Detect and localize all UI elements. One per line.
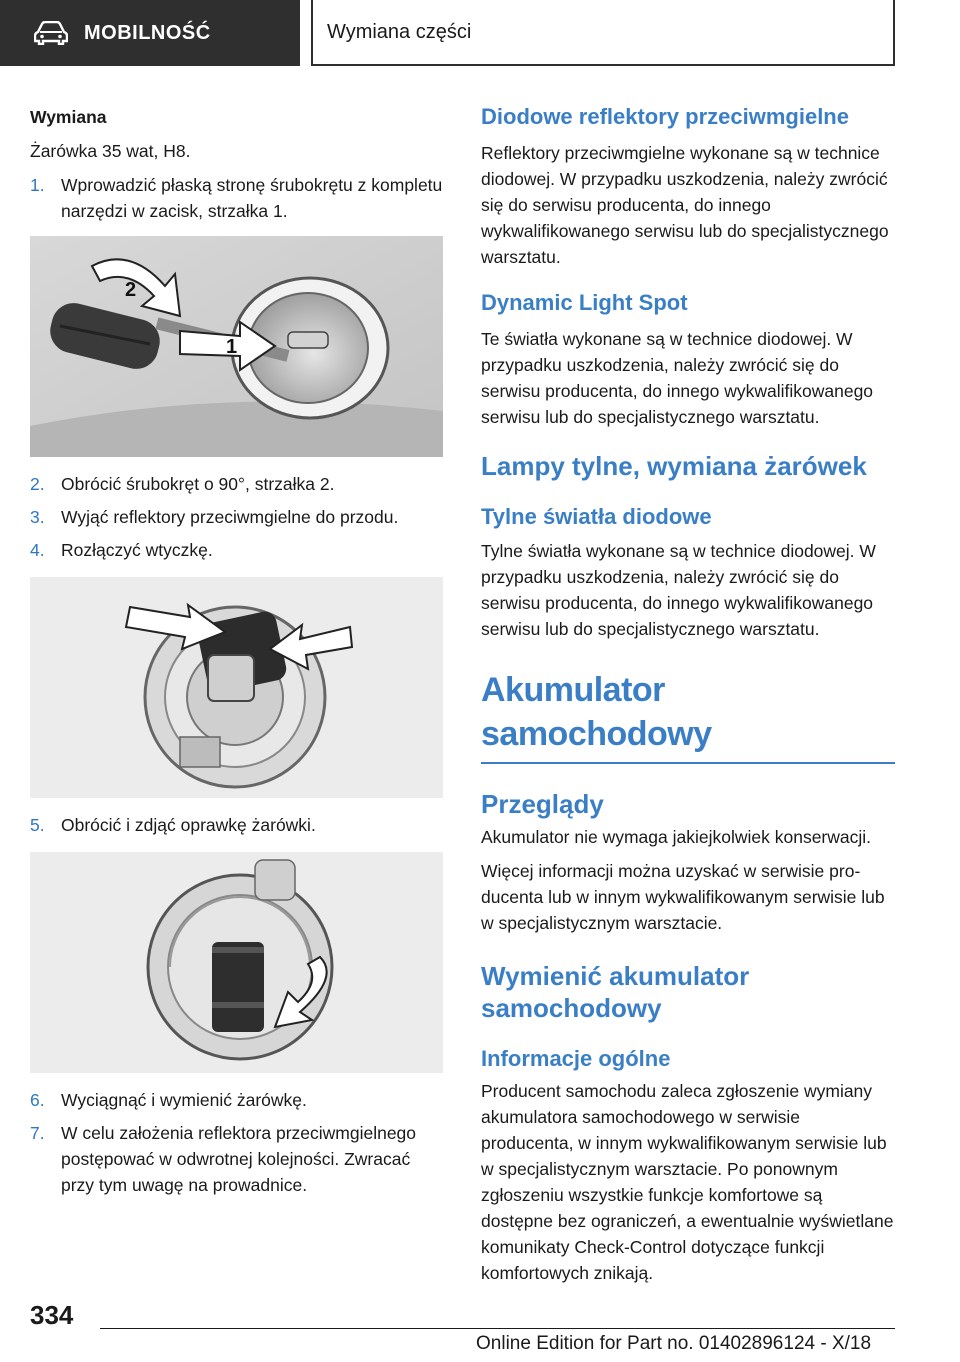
step-text: Obrócić i zdjąć oprawkę żarówki. <box>61 815 316 835</box>
header-section-tab <box>0 0 300 66</box>
step-number: 4. <box>30 540 45 560</box>
heading-general-information: Informacje ogólne <box>481 1046 671 1071</box>
step-7 <box>30 1120 443 1198</box>
step-number: 5. <box>30 815 45 835</box>
step-4 <box>30 537 443 563</box>
paragraph-led-fog-lights: Reflektory przeciwmgielne wykonane są w technice diodowej. W przypadku uszkodzenia, należy zwrócić się do serwisu producenta, do innego wykwalifikowanego serwisu lub do specjalistycznego warsztatu. <box>481 143 889 267</box>
page-title: Wymiana części <box>327 20 472 43</box>
left-column <box>30 104 443 1198</box>
step-3 <box>30 504 443 530</box>
step-text: Rozłączyć wtyczkę. <box>61 540 213 560</box>
paragraph-general-information: Producent samochodu zaleca zgłoszenie wymiany akumulatora samochodowego w serwisie producenta, w innym wykwalifikowanym serwisie lub w specjalistycznym warsztacie. Po ponownym zgłoszeniu wszystkie funkcje komfortowe są dostępne bez ograniczeń, a ewentualnie wyświetlane komunikaty Check-Control dotyczące funkcji komfortowych znikają. <box>481 1081 894 1283</box>
step-number: 1. <box>30 175 45 195</box>
footer-divider <box>100 1328 895 1329</box>
bulb-spec: Żarówka 35 wat, H8. <box>30 141 191 161</box>
step-6 <box>30 1087 443 1113</box>
paragraph-dynamic-light-spot: Te światła wykonane są w technice diodowej. W przypadku uszkodzenia, należy zwrócić się do serwisu producenta, do innego wykwalifikowanego serwisu lub do specjalistycznego warsztatu. <box>481 329 874 427</box>
step-number: 2. <box>30 474 45 494</box>
step-text: Wyjąć reflektory przeciwmgielne do przodu. <box>61 507 399 527</box>
page-number: 334 <box>30 1300 74 1330</box>
figure-bulb-holder <box>30 852 443 1073</box>
step-number: 6. <box>30 1090 45 1110</box>
arrow-label-1: 1 <box>226 336 238 358</box>
paragraph-inspections-1: Akumulator nie wymaga jakiejkolwiek konserwacji. <box>481 827 872 847</box>
step-text: Wprowadzić płaską stronę śrubokrętu z kompletu narzędzi w zacisk, strzałka 1. <box>61 175 443 221</box>
figure-connector <box>30 577 443 798</box>
replacement-heading: Wymiana <box>30 107 107 127</box>
heading-led-fog-lights: Diodowe reflektory przeciwmgielne <box>481 104 849 129</box>
step-text: Obrócić śrubokręt o 90°, strzałka 2. <box>61 474 335 494</box>
connector-illustration <box>30 577 443 798</box>
section-label: MOBILNOŚĆ <box>84 21 211 44</box>
arrow-label-2: 2 <box>125 279 137 301</box>
step-text: W celu założenia reflektora przeciwmgielnego postępować w odwrotnej kolejności. Zwracać przy tym uwagę na prowadnice. <box>61 1123 417 1195</box>
heading-car-battery: Akumulator samochodowy <box>481 671 712 753</box>
step-text: Wyciągnąć i wymienić żarówkę. <box>61 1090 307 1110</box>
heading-led-tail-lights: Tylne światła diodowe <box>481 504 712 529</box>
paragraph-led-tail-lights: Tylne światła wykonane są w technice diodowej. W przypadku uszkodzenia, należy zwrócić się do serwisu producenta, do innego wykwalifikowanego serwisu lub do specjalistycznego warsztatu. <box>481 541 876 639</box>
heading-inspections: Przeglądy <box>481 789 604 819</box>
step-1 <box>30 172 443 224</box>
right-column <box>481 102 895 1286</box>
heading-dynamic-light-spot: Dynamic Light Spot <box>481 290 688 315</box>
bulb-holder-illustration <box>30 852 443 1073</box>
step-number: 3. <box>30 507 45 527</box>
heading-tail-lamps: Lampy tylne, wymiana żarówek <box>481 451 867 481</box>
step-5 <box>30 812 443 838</box>
screwdriver-illustration <box>30 236 443 457</box>
car-icon <box>34 21 68 45</box>
paragraph-inspections-2: Więcej informacji można uzyskać w serwisie producenta lub w innym wykwalifikowanym serwisie lub w specjalistycznym warsztacie. <box>481 861 885 933</box>
header-title-box <box>311 0 895 66</box>
footer-edition: Online Edition for Part no. 01402896124 - X/18 <box>476 1333 872 1354</box>
step-2 <box>30 471 443 497</box>
heading-underline <box>481 762 895 764</box>
step-number: 7. <box>30 1123 45 1143</box>
heading-replace-battery: Wymienić akumulator samochodowy <box>481 961 750 1023</box>
figure-screwdriver <box>30 236 443 457</box>
